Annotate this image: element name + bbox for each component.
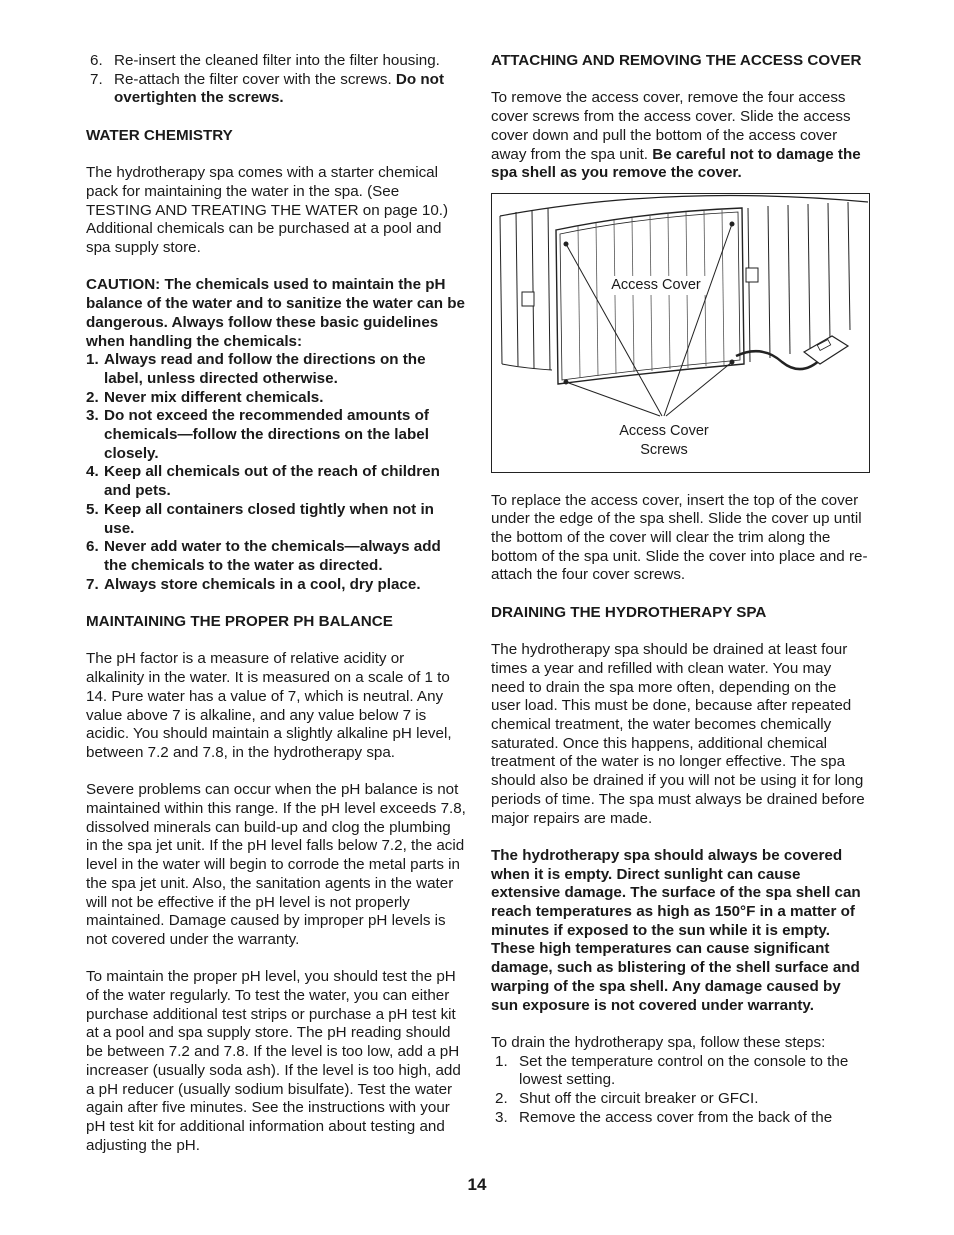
access-cover-text: To remove the access cover, remove the four access cover screws from the access cover. Slide the access cover down and pull the bottom of the access cover away from the spa unit. (491, 89, 851, 163)
screws-label-line-1: Access Cover (619, 422, 709, 439)
chemical-rules-list (86, 351, 466, 594)
list-item (86, 389, 466, 408)
rule-text: Always store chemicals in a cool, dry place. (104, 575, 421, 593)
rule-number: 3. (86, 407, 99, 425)
list-item (86, 463, 466, 500)
list-item (86, 351, 466, 388)
sun-damage-warning: The hydrotherapy spa should always be covered when it is empty. Direct sunlight can cause extensive damage. The surface of the spa shell can reach temperatures as high as 150°F in a matter of minutes if exposed to the sun while it is empty. These high temperatures can cause significant damage, such as blistering of the shell surface and warping of the spa shell. Any damage caused by sun exposure is not covered under warranty. (491, 846, 861, 1014)
list-item (86, 52, 466, 71)
list-item (86, 501, 466, 538)
step-number: 1. (495, 1052, 508, 1070)
page-number: 14 (467, 1175, 487, 1194)
rule-text: Always read and follow the directions on the label, unless directed otherwise. (104, 351, 426, 387)
caution-text: CAUTION: The chemicals used to maintain the pH balance of the water and to sanitize the water can be dangerous. Always follow these basic guidelines when handling the chemicals: (86, 276, 465, 350)
list-item (491, 1109, 869, 1128)
step-text: Re-attach the filter cover with the screws. (114, 70, 396, 88)
draining-heading: DRAINING THE HYDROTHERAPY SPA (491, 603, 767, 621)
access-cover-warning: Be careful not to damage the spa shell as you remove the cover. (491, 145, 861, 182)
rule-text: Do not exceed the recommended amounts of chemicals—follow the directions on the label closely. (104, 407, 429, 462)
step-number: 2. (495, 1090, 508, 1108)
left-column (86, 52, 466, 1155)
rule-number: 5. (86, 500, 99, 518)
rule-text: Never mix different chemicals. (104, 388, 324, 406)
draining-paragraph: The hydrotherapy spa should be drained at least four times a year and refilled with clean water. You may need to drain the spa more often, depending on the user load. This must be done, because after repeated chemical treatment, the water becomes chemically saturated. Once this happens, additional chemical treatment of the water is no longer effective. The spa should also be drained if you will not be using it for long periods of time. The spa must always be drained before major repairs are made. (491, 641, 865, 827)
rule-number: 1. (86, 351, 99, 369)
filter-steps (86, 52, 466, 108)
water-chemistry-body: The hydrotherapy spa comes with a starter chemical pack for maintaining the water in the spa. (See TESTING AND TREATING THE WATER on page 10.) Additional chemicals can be purchased at a pool and spa supply store. (86, 164, 449, 256)
list-item (86, 576, 466, 595)
right-column (491, 52, 869, 1127)
screws-label-line-2: Screws (640, 441, 688, 458)
step-number: 6. (90, 52, 103, 69)
rule-text: Keep all chemicals out of the reach of children and pets. (104, 463, 440, 500)
step-number: 7. (90, 70, 103, 88)
access-cover-body (491, 89, 869, 183)
access-cover-screws-label (604, 422, 724, 459)
list-item (491, 1090, 869, 1109)
access-cover-label: Access Cover (606, 276, 706, 295)
access-cover-diagram (491, 193, 870, 473)
drain-steps-intro: To drain the hydrotherapy spa, follow these steps: (491, 1033, 826, 1051)
ph-paragraph-3: To maintain the proper pH level, you should test the pH of the water regularly. To test the water, you can either purchase additional test strips or purchase a pH test kit at a pool and spa supply store. The pH reading should be between 7.2 and 7.8. If the level is too low, add a pH increaser (usually soda ash). If the level is too high, add a pH reducer (usually sodium bisulfate). Test the water again after five minutes. See the instructions with your pH test kit for additional information about testing and adjusting the pH. (86, 968, 461, 1154)
step-number: 3. (495, 1108, 508, 1126)
step-text: Remove the access cover from the back of the (519, 1108, 833, 1126)
list-item (491, 1053, 869, 1090)
rule-number: 4. (86, 463, 99, 481)
ph-balance-heading: MAINTAINING THE PROPER PH BALANCE (86, 613, 393, 631)
step-text: Re-insert the cleaned filter into the filter housing. (114, 52, 440, 69)
list-item (86, 407, 466, 463)
rule-number: 7. (86, 575, 99, 593)
rule-number: 2. (86, 388, 99, 406)
ph-paragraph-1: The pH factor is a measure of relative acidity or alkalinity in the water. It is measured on a scale of 1 to 14. Pure water has a value of 7, which is neutral. Any value above 7 is alkaline, and any value below 7 is acidic. You should maintain a slightly alkaline pH level, between 7.2 and 7.8, in the hydrotherapy spa. (86, 650, 452, 761)
replace-cover-text: To replace the access cover, insert the top of the cover under the edge of the spa shell. Slide the cover up until the bottom of the cover will clear the trim along the bottom of the spa unit. Slide the cover into place and re-attach the four cover screws. (491, 491, 868, 584)
water-chemistry-heading: WATER CHEMISTRY (86, 126, 233, 144)
step-warning: Do not overtighten the screws. (114, 70, 444, 107)
ph-paragraph-2: Severe problems can occur when the pH balance is not maintained within this range. If the pH level exceeds 7.8, dissolved minerals can build-up and clog the plumbing in the spa jet unit. If the pH level falls below 7.2, the acid level in the water will begin to corrode the metal parts in the spa jet unit. Also, the sanitation agents in the water will not be effective if the pH level is not properly maintained. Damage caused by improper pH levels is not covered under the warranty. (86, 781, 466, 948)
rule-text: Keep all containers closed tightly when not in use. (104, 500, 434, 537)
drain-steps-list (491, 1053, 869, 1128)
rule-text: Never add water to the chemicals—always add the chemicals to the water as directed. (104, 538, 441, 574)
step-text: Shut off the circuit breaker or GFCI. (519, 1090, 759, 1108)
list-item (86, 538, 466, 575)
rule-number: 6. (86, 538, 99, 556)
access-cover-heading: ATTACHING AND REMOVING THE ACCESS COVER (491, 52, 862, 69)
step-text: Set the temperature control on the console to the lowest setting. (519, 1052, 849, 1089)
list-item (86, 71, 466, 108)
